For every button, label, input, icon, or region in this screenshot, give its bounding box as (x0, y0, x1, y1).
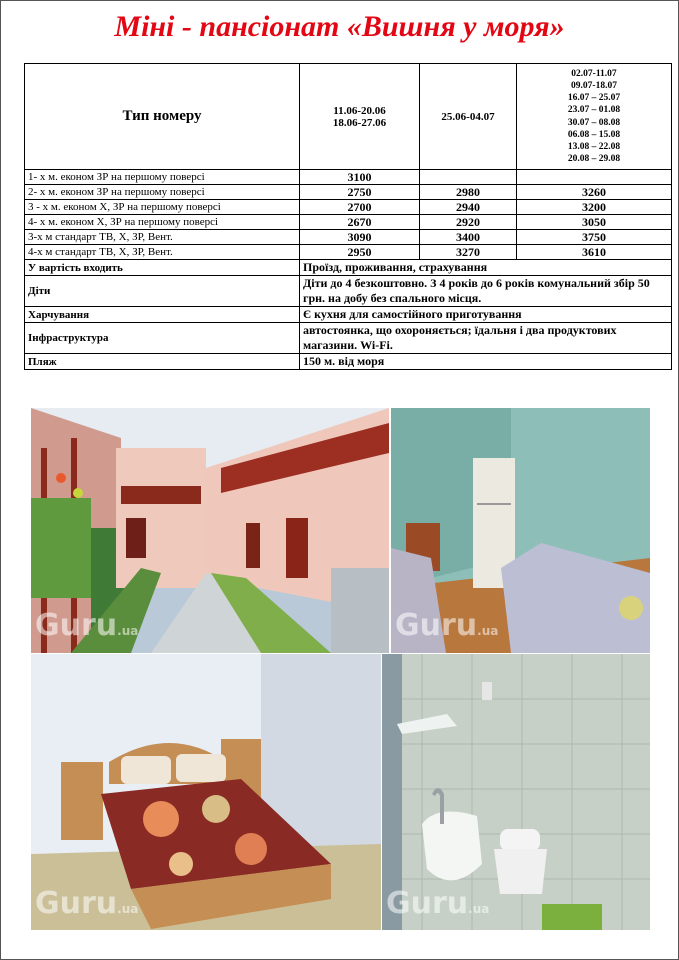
info-row-children (25, 276, 672, 307)
price-cell: 2750 (300, 185, 420, 200)
info-row-included (25, 260, 672, 276)
watermark-logo: Guru.ua (35, 886, 139, 921)
table-row (25, 200, 672, 215)
price-cell: 3200 (517, 200, 672, 215)
table-row (25, 185, 672, 200)
bathroom-photo (382, 654, 650, 930)
price-cell: 3050 (517, 215, 672, 230)
price-cell: 2950 (300, 245, 420, 260)
price-cell: 2920 (420, 215, 517, 230)
info-value: Проїзд, проживання, страхування (300, 260, 672, 276)
info-row-food (25, 307, 672, 323)
info-row-beach (25, 354, 672, 370)
watermark-logo: Guru.ua (395, 608, 499, 643)
price-cell (420, 170, 517, 185)
price-cell: 3610 (517, 245, 672, 260)
room-beds-photo (391, 408, 650, 653)
info-value: автостоянка, що охороняється; їдальня і два продуктових магазини. Wi-Fi. (300, 323, 672, 354)
price-cell: 3090 (300, 230, 420, 245)
info-label: Інфраструктура (25, 323, 300, 354)
double-bed-photo (31, 654, 381, 930)
price-cell: 2980 (420, 185, 517, 200)
info-row-infrastructure (25, 323, 672, 354)
price-cell: 3100 (300, 170, 420, 185)
table-row (25, 215, 672, 230)
table-row (25, 170, 672, 185)
room-type: 3 - х м. економ Х, ЗР на першому поверсі (25, 200, 300, 215)
header-period-2: 25.06-04.07 (420, 64, 517, 170)
watermark-logo: Guru.ua (35, 608, 139, 643)
info-value: Діти до 4 безкоштовно. З 4 років до 6 років комунальний збір 50 грн. на добу без спального місця. (300, 276, 672, 307)
room-type: 2- х м. економ ЗР на першому поверсі (25, 185, 300, 200)
info-label: Пляж (25, 354, 300, 370)
page-title: Міні - пансіонат «Вишня у моря» (114, 10, 565, 43)
price-cell: 3270 (420, 245, 517, 260)
courtyard-photo (31, 408, 389, 653)
table-header-row (25, 64, 672, 170)
room-type: 4-х м стандарт ТВ, Х, ЗР, Вент. (25, 245, 300, 260)
price-cell: 2940 (420, 200, 517, 215)
watermark-logo: Guru.ua (386, 886, 490, 921)
price-table (24, 63, 672, 370)
info-value: 150 м. від моря (300, 354, 672, 370)
price-cell: 3750 (517, 230, 672, 245)
header-room-type: Тип номеру (25, 64, 300, 170)
info-label: Діти (25, 276, 300, 307)
price-cell: 2700 (300, 200, 420, 215)
room-type: 4- х м. економ Х, ЗР на першому поверсі (25, 215, 300, 230)
info-value: Є кухня для самостійного приготування (300, 307, 672, 323)
table-row (25, 245, 672, 260)
table-row (25, 230, 672, 245)
info-label: У вартість входить (25, 260, 300, 276)
header-period-3: 02.07-11.07 09.07-18.07 16.07 – 25.07 23.07 – 01.08 30.07 – 08.08 06.08 – 15.08 13.08 – 22.08 20.08 – 29.08 (517, 64, 672, 170)
header-period-1: 11.06-20.06 18.06-27.06 (300, 64, 420, 170)
price-cell: 2670 (300, 215, 420, 230)
price-cell: 3260 (517, 185, 672, 200)
room-type: 3-х м стандарт ТВ, Х, ЗР, Вент. (25, 230, 300, 245)
price-cell (517, 170, 672, 185)
room-type: 1- х м. економ ЗР на першому поверсі (25, 170, 300, 185)
info-label: Харчування (25, 307, 300, 323)
price-cell: 3400 (420, 230, 517, 245)
